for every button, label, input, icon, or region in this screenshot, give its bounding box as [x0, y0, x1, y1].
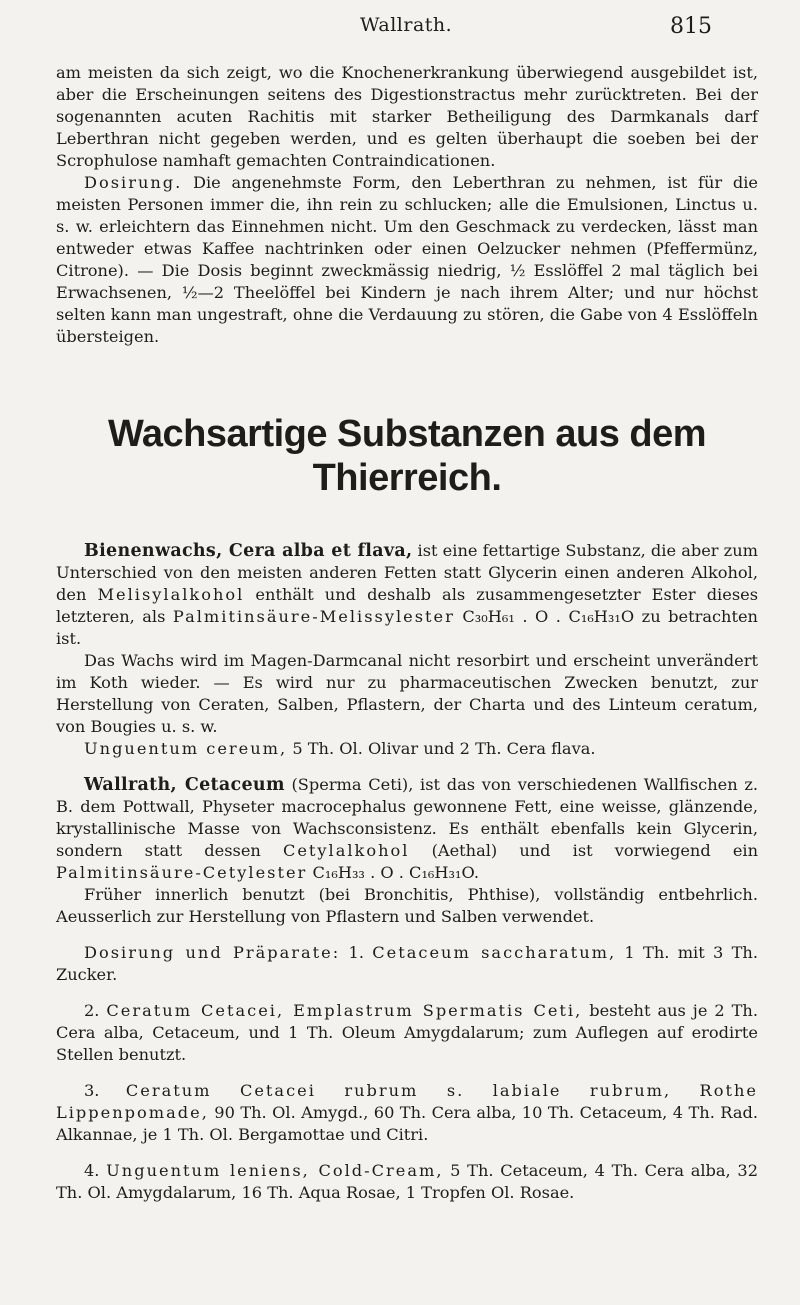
- intro-paragraph: am meisten da sich zeigt, wo die Knochenerkrankung überwiegend ausgebildet ist, aber die Erscheinungen seitens des Digestionstractus mehr zurücktreten. Bei der sogenannten acuten Rachitis mit starker Betheiligung des Darmkanals darf Leberthran nicht gegeben werden, und es gelten überhaupt die soeben bei der Scrophulose namhaft gemachten Contraindicationen.: [56, 63, 758, 170]
- item-number: 4.: [84, 1161, 107, 1180]
- cetylalkohol-term: Cetylalkohol: [282, 841, 410, 860]
- preparation-text: 90 Th. Ol. Amygd., 60 Th. Cera alba, 10 Th. Cetaceum, 4 Th. Rad. Alkannae, je 1 Th. Ol. Bergamottae und Citri.: [56, 1103, 758, 1144]
- praeparate-item-2: [56, 1000, 758, 1066]
- wallrath-heading: Wallrath, Cetaceum: [84, 775, 285, 795]
- spacer: [56, 986, 758, 1000]
- item-number: 2.: [84, 1001, 107, 1020]
- bienenwachs-text-2: enthält und deshalb als zusammengesetzter Ester dieses letzteren, als: [56, 585, 759, 626]
- item-number: 1.: [340, 943, 373, 962]
- spacer: [56, 1146, 758, 1160]
- wallrath-usage-paragraph: Früher innerlich benutzt (bei Bronchitis, Phthise), vollständig entbehrlich. Aeusserlich zur Herstellung von Pflastern und Salben verwendet.: [56, 885, 758, 926]
- unguentum-cereum-paragraph: [56, 738, 758, 760]
- dosirung-text: Die angenehmste Form, den Leberthran zu nehmen, ist für die meisten Personen immer die, ihn rein zu schlucken; alle die Emulsionen, Linctus u. s. w. erleichtern das Einnehmen nicht. Um den Geschmack zu verdecken, lässt man entweder etwas Kaffee nachtrinken oder einen Oelzucker nehmen (Pfeffermünz, Citrone). — Die Dosis beginnt zweckmässig niedrig, ½ Esslöffel 2 mal täglich bei Erwachsenen, ½—2 Theelöffel bei Kindern je nach ihrem Alter; und nur höchst selten kann man ungestraft, ohne die Verdauung zu stören, die Gabe von 4 Esslöffeln übersteigen.: [56, 173, 758, 346]
- wallrath-text-1: (Sperma Ceti), ist das von verschiedenen Wallfischen z. B. dem Pottwall, Physeter macrocephalus gewonnene Fett, eine weisse, glänzende, krystallinische Masse von Wachsconsistenz. Es enthält ebenfalls kein Glycerin, sondern statt dessen: [56, 775, 758, 860]
- wallrath-formula: C₁₆H₃₃ . O . C₁₆H₃₁O.: [307, 863, 479, 882]
- melissylester-term: Palmitinsäure-Melissylester: [172, 607, 455, 626]
- praeparate-item-3: [56, 1080, 758, 1146]
- bienenwachs-text-3: zu betrachten ist.: [56, 607, 758, 648]
- preparation-text: besteht aus je 2 Th. Cera alba, Cetaceum, und 1 Th. Oleum Amygdalarum; zum Auflegen auf erodirte Stellen benutzt.: [56, 1001, 758, 1064]
- cetylester-term: Palmitinsäure-Cetylester: [56, 863, 308, 882]
- item-number: 3.: [84, 1081, 126, 1100]
- spacer: [56, 928, 758, 942]
- section-title: Wachsartige Substanzen aus dem Thierreich.: [107, 413, 707, 499]
- page-number: 815: [670, 14, 712, 39]
- dosirung-paragraph: [56, 172, 758, 348]
- preparation-text: 5 Th. Cetaceum, 4 Th. Cera alba, 32 Th. Ol. Amygdalarum, 16 Th. Aqua Rosae, 1 Tropfen Ol. Rosae.: [56, 1161, 758, 1202]
- preparation-text: 1 Th. mit 3 Th. Zucker.: [56, 943, 758, 984]
- unguentum-cereum-text: 5 Th. Ol. Olivar und 2 Th. Cera flava.: [287, 739, 596, 758]
- wallrath-text-2: (Aethal) und ist vorwiegend ein: [409, 841, 758, 860]
- spacer: [56, 760, 758, 774]
- unguentum-cereum-name: Unguentum cereum,: [84, 739, 288, 758]
- spacer: [56, 1066, 758, 1080]
- bienenwachs-formula: C₃₀H₆₁ . O . C₁₆H₃₁O: [454, 607, 635, 626]
- praeparate-item-1: [56, 942, 758, 986]
- preparation-name: Ceratum Cetacei, Emplastrum Spermatis Ceti,: [106, 1001, 583, 1020]
- bienenwachs-text-1: ist eine fettartige Substanz, die aber zum Unterschied von den meisten anderen Fetten statt Glycerin einen anderen Alkohol, den: [56, 541, 758, 604]
- praeparate-label: Dosirung und Präparate:: [84, 943, 341, 962]
- wachs-resorption-paragraph: Das Wachs wird im Magen-Darmcanal nicht resorbirt und erscheint unverändert im Koth wieder. — Es wird nur zu pharmaceutischen Zwecken benutzt, zur Herstellung von Ceraten, Salben, Pflastern, der Charta und des Linteum ceratum, von Bougies u. s. w.: [56, 651, 758, 736]
- bienenwachs-heading: Bienenwachs, Cera alba et flava,: [84, 541, 413, 561]
- preparation-name: Unguentum leniens, Cold-Cream,: [106, 1161, 444, 1180]
- page-header: [0, 14, 800, 42]
- preparation-name: Ceratum Cetacei rubrum s. labiale rubrum, Rothe Lippenpomade,: [56, 1081, 758, 1122]
- dosirung-label: Dosirung.: [84, 173, 183, 192]
- praeparate-item-4: [56, 1160, 758, 1204]
- running-head: Wallrath.: [360, 14, 453, 36]
- page-body: [56, 62, 758, 1204]
- wallrath-paragraph: [56, 774, 758, 884]
- preparation-name: Cetaceum saccharatum,: [372, 943, 617, 962]
- melisylalkohol-term: Melisylalkohol: [97, 585, 245, 604]
- bienenwachs-paragraph: [56, 540, 758, 650]
